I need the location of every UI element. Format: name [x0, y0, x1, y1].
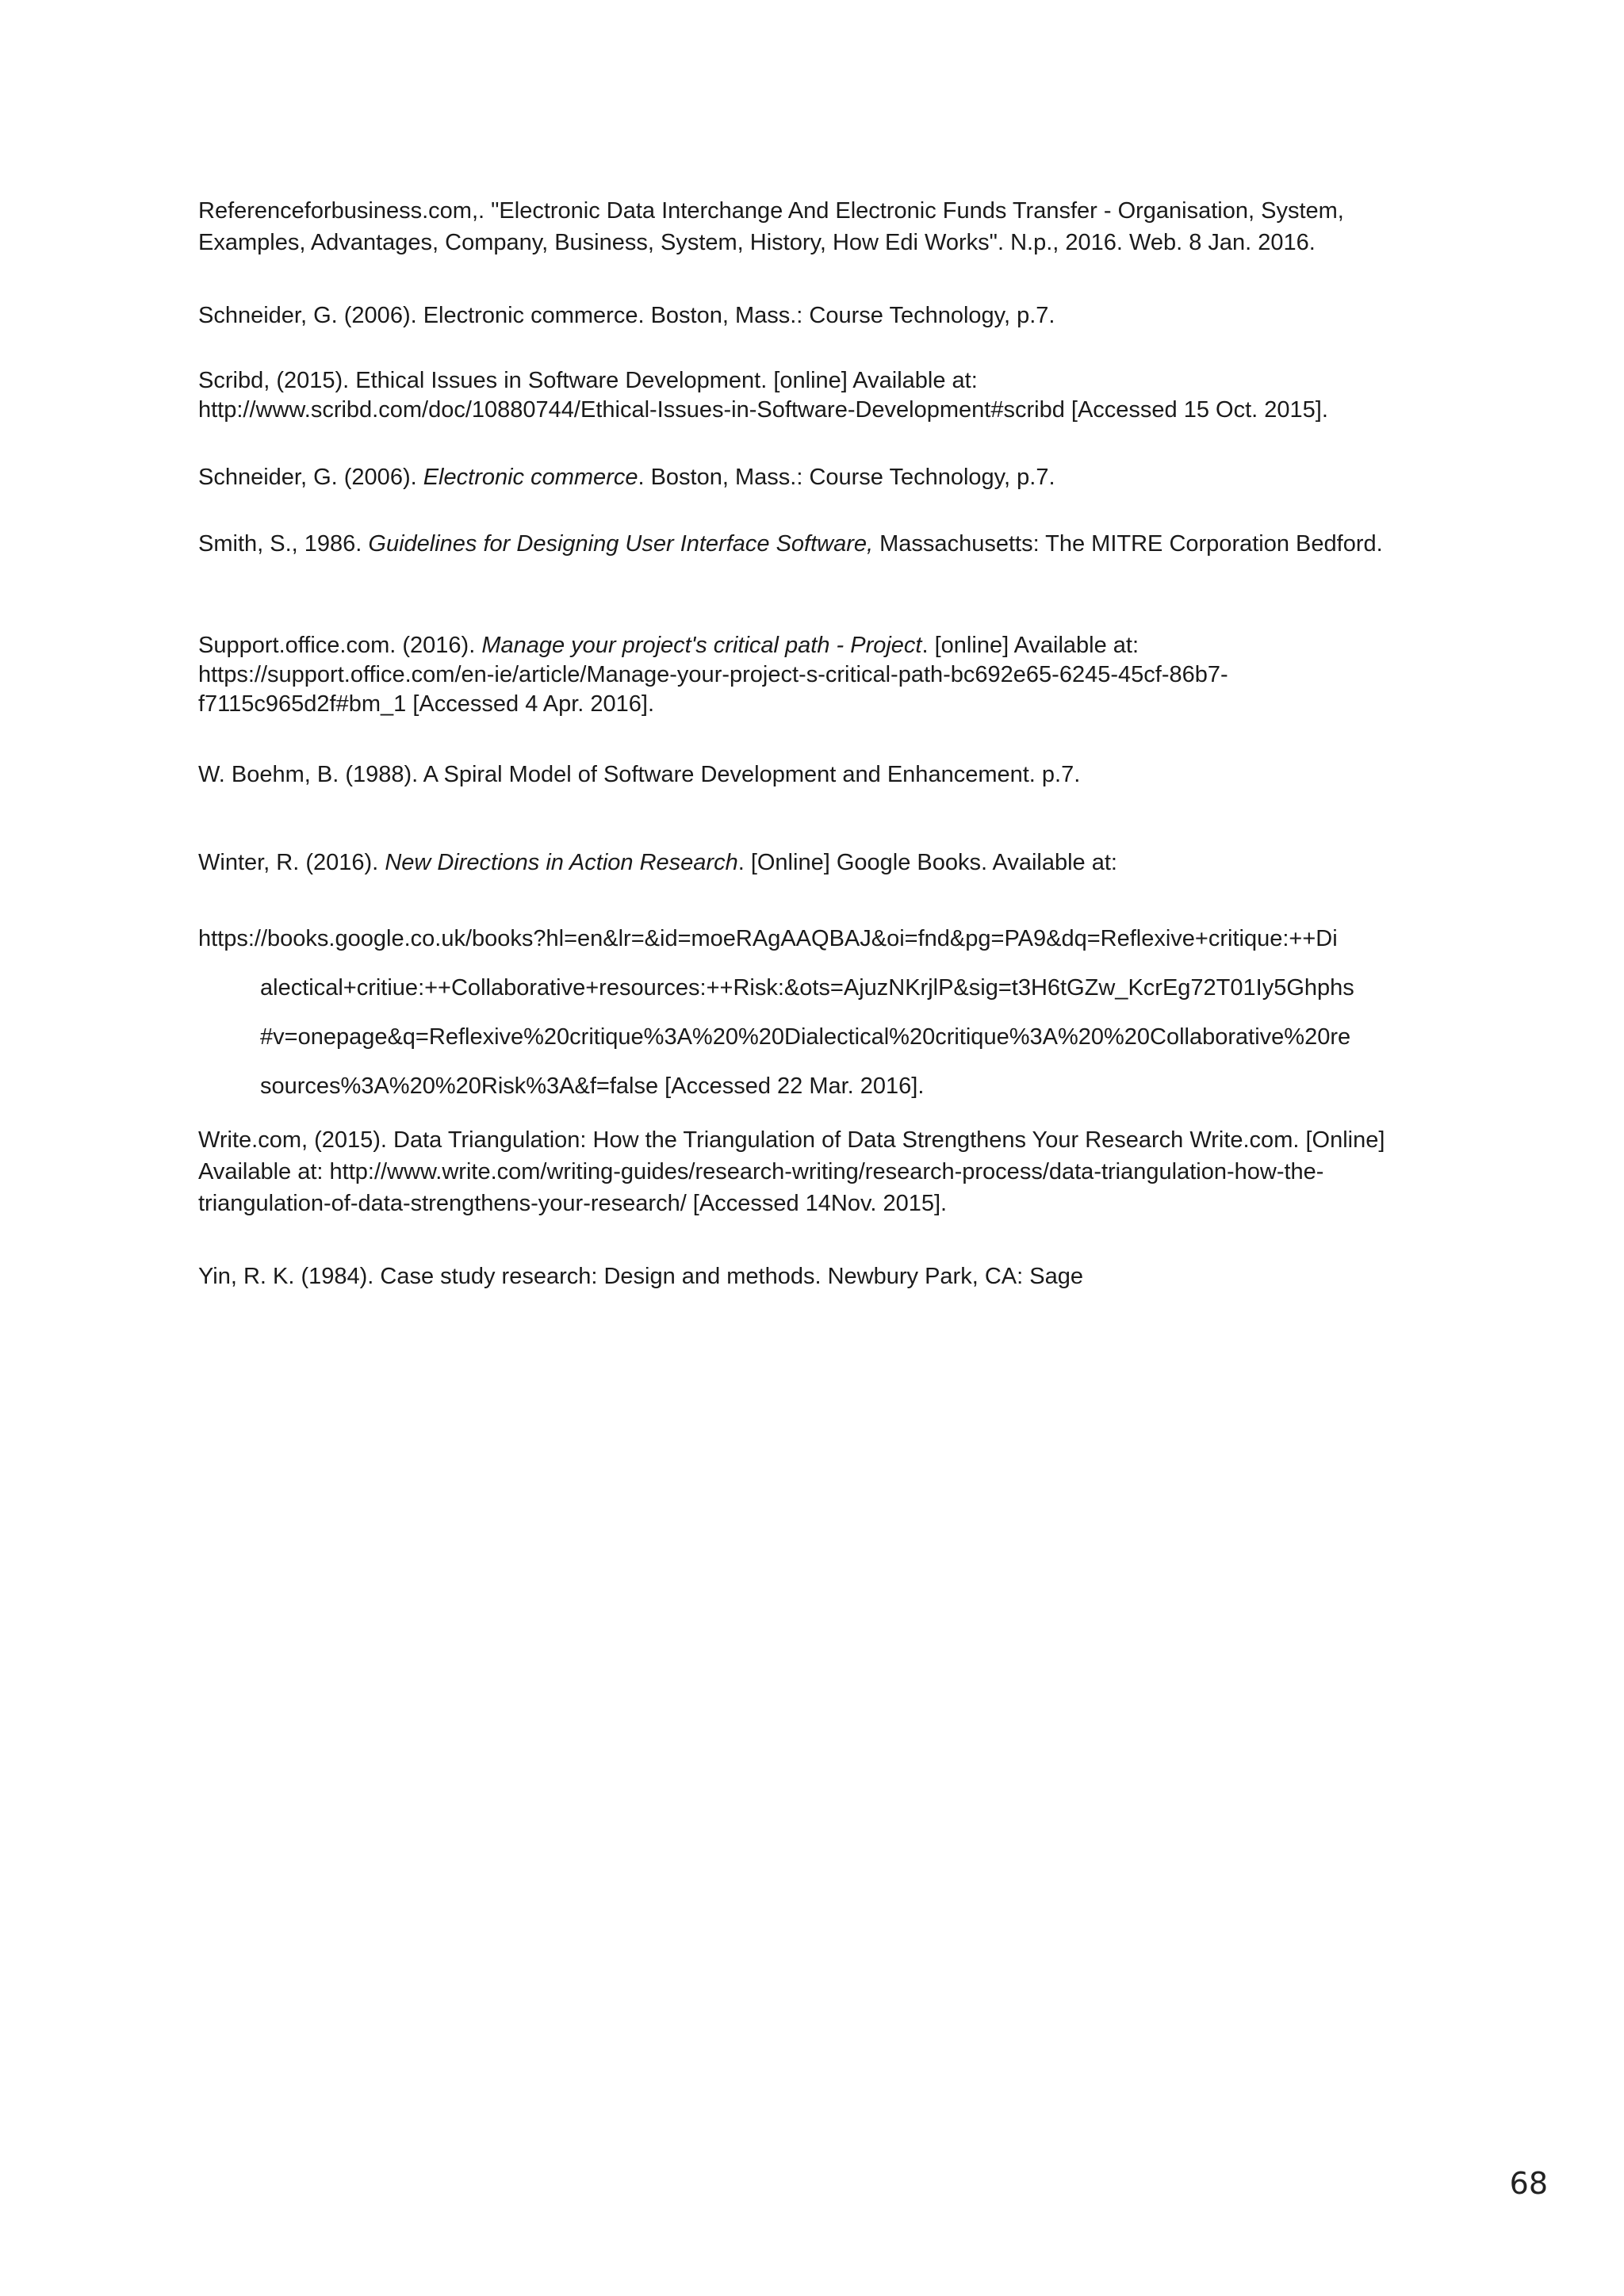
- reference-winter-url-line-4: sources%3A%20%20Risk%3A&f=false [Accessed 22 Mar. 2016].: [260, 1073, 925, 1099]
- reference-winter-2016: [198, 847, 1443, 878]
- reference-support-office: [198, 631, 1443, 719]
- reference-winter-url-line-2: alectical+critiue:++Collaborative+resources:++Risk:&ots=AjuzNKrjlP&sig=t3H6tGZw_KcrEg72T01Iy5Ghphs: [260, 975, 1354, 1001]
- reference-smith-1986: [198, 528, 1443, 560]
- reference-text: Schneider, G. (2006).: [198, 465, 423, 490]
- reference-yin-1984: Yin, R. K. (1984). Case study research: Design and methods. Newbury Park, CA: Sage: [198, 1264, 1083, 1289]
- reference-url: f7115c965d2f#bm_1 [Accessed 4 Apr. 2016].: [198, 691, 655, 717]
- page-number: 68: [1509, 2166, 1548, 2201]
- reference-title-italic: Manage your project's critical path - Project: [481, 633, 922, 658]
- reference-winter-url-line-3: #v=onepage&q=Reflexive%20critique%3A%20%20Dialectical%20critique%3A%20%20Collaborative%20re: [260, 1024, 1351, 1050]
- reference-text: . [Online] Google Books. Available at:: [737, 850, 1117, 875]
- reference-winter-url-line-1: https://books.google.co.uk/books?hl=en&lr=&id=moeRAgAAQBAJ&oi=fnd&pg=PA9&dq=Reflexive+critique:++Di: [198, 926, 1338, 951]
- reference-scribd-url: http://www.scribd.com/doc/10880744/Ethical-Issues-in-Software-Development#scribd [Accessed 15 Oct. 2015].: [198, 397, 1328, 423]
- reference-referenceforbusiness: Referenceforbusiness.com,. "Electronic Data Interchange And Electronic Funds Transfer - Organisation, System, Examples, Advantages, Company, Business, System, History, How Edi Works". N.p., 2016. Web. 8 Jan. 2016.: [198, 198, 1344, 255]
- reference-schneider-2006-a: Schneider, G. (2006). Electronic commerce. Boston, Mass.: Course Technology, p.7.: [198, 303, 1055, 328]
- reference-text: . Boston, Mass.: Course Technology, p.7.: [638, 465, 1055, 490]
- reference-text: Support.office.com. (2016).: [198, 633, 482, 658]
- reference-scribd: [198, 366, 1443, 425]
- reference-title-italic: New Directions in Action Research: [385, 850, 738, 875]
- reference-write-com: Write.com, (2015). Data Triangulation: How the Triangulation of Data Strengthens Your Research Write.com. [Online] Available at: http://www.write.com/writing-guides/research-writing/research-process/data-triangulation-how-the-triangulation-of-data-strengthens-your-research/ [Accessed 14Nov. 2015].: [198, 1127, 1385, 1216]
- reference-title-italic: Electronic commerce: [423, 465, 638, 490]
- reference-text: . [online] Available at:: [921, 633, 1139, 658]
- reference-text: Winter, R. (2016).: [198, 850, 385, 875]
- reference-text: Smith, S., 1986.: [198, 531, 369, 557]
- reference-url: https://support.office.com/en-ie/article/Manage-your-project-s-critical-path-bc692e65-6245-45cf-86b7-: [198, 662, 1228, 687]
- reference-text: Massachusetts: The MITRE Corporation Bedford.: [873, 531, 1383, 557]
- reference-schneider-2006-b: [198, 461, 1443, 493]
- reference-boehm-1988: W. Boehm, B. (1988). A Spiral Model of Software Development and Enhancement. p.7.: [198, 762, 1081, 787]
- reference-title-italic: Guidelines for Designing User Interface Software,: [368, 531, 874, 557]
- reference-scribd-title: Scribd, (2015). Ethical Issues in Software Development. [online] Available at:: [198, 368, 978, 393]
